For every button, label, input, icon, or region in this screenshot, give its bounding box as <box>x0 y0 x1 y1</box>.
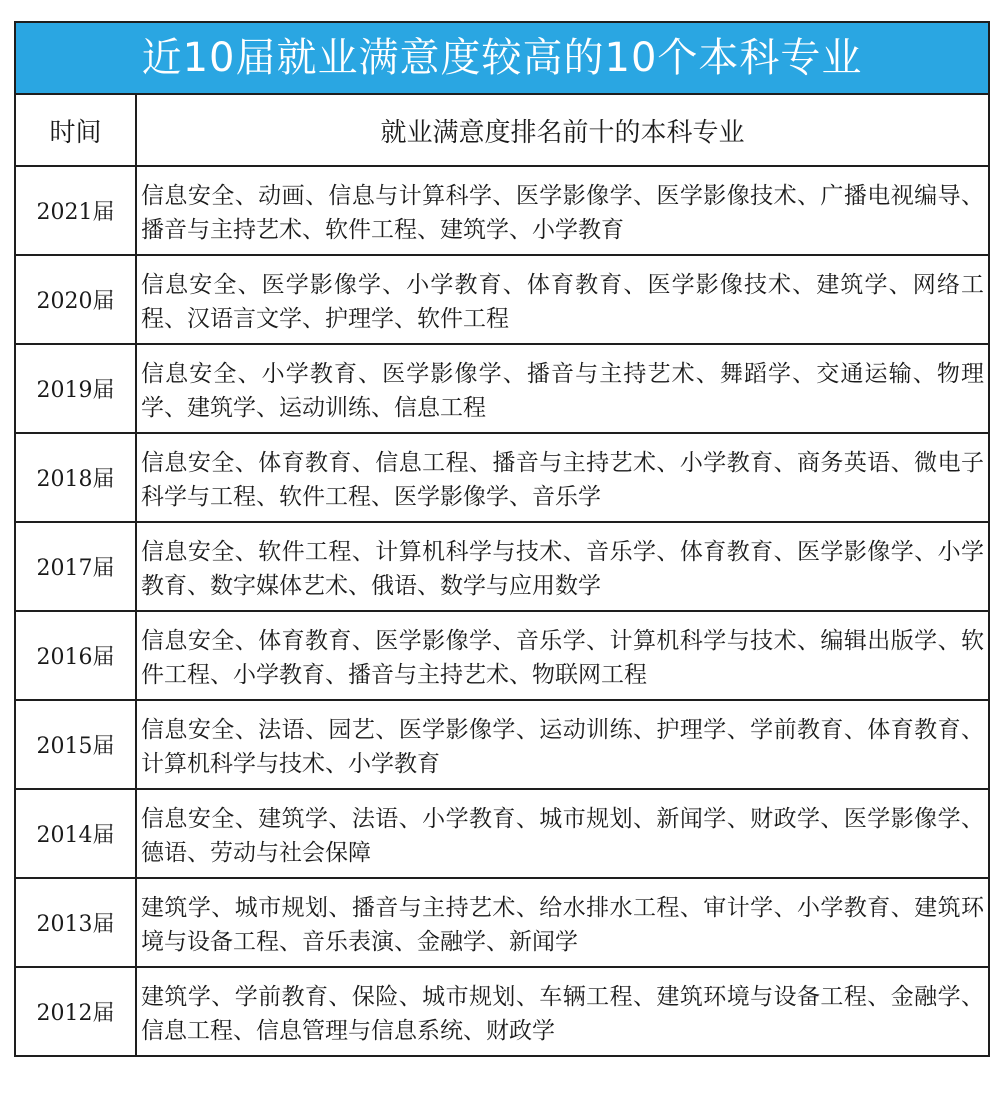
table-row <box>16 433 988 522</box>
table-row <box>16 967 988 1055</box>
majors-cell: 信息安全、动画、信息与计算科学、医学影像学、医学影像技术、广播电视编导、播音与主持艺术、软件工程、建筑学、小学教育 <box>136 166 988 255</box>
table-row <box>16 344 988 433</box>
majors-cell: 建筑学、城市规划、播音与主持艺术、给水排水工程、审计学、小学教育、建筑环境与设备工程、音乐表演、金融学、新闻学 <box>136 878 988 967</box>
majors-table-card <box>14 21 990 1057</box>
majors-cell: 信息安全、软件工程、计算机科学与技术、音乐学、体育教育、医学影像学、小学教育、数字媒体艺术、俄语、数学与应用数学 <box>136 522 988 611</box>
majors-cell: 信息安全、法语、园艺、医学影像学、运动训练、护理学、学前教育、体育教育、计算机科学与技术、小学教育 <box>136 700 988 789</box>
year-cell: 2012届 <box>16 967 136 1055</box>
year-cell: 2019届 <box>16 344 136 433</box>
table-row <box>16 789 988 878</box>
table-title: 近10届就业满意度较高的10个本科专业 <box>16 23 988 95</box>
year-cell: 2016届 <box>16 611 136 700</box>
table-row <box>16 700 988 789</box>
table-row <box>16 255 988 344</box>
majors-cell: 信息安全、体育教育、医学影像学、音乐学、计算机科学与技术、编辑出版学、软件工程、小学教育、播音与主持艺术、物联网工程 <box>136 611 988 700</box>
year-cell: 2020届 <box>16 255 136 344</box>
majors-cell: 建筑学、学前教育、保险、城市规划、车辆工程、建筑环境与设备工程、金融学、信息工程、信息管理与信息系统、财政学 <box>136 967 988 1055</box>
majors-cell: 信息安全、医学影像学、小学教育、体育教育、医学影像技术、建筑学、网络工程、汉语言文学、护理学、软件工程 <box>136 255 988 344</box>
table-row <box>16 166 988 255</box>
year-cell: 2014届 <box>16 789 136 878</box>
header-row <box>16 95 988 166</box>
year-cell: 2018届 <box>16 433 136 522</box>
majors-cell: 信息安全、建筑学、法语、小学教育、城市规划、新闻学、财政学、医学影像学、德语、劳动与社会保障 <box>136 789 988 878</box>
column-header-time: 时间 <box>16 95 136 166</box>
table-row <box>16 611 988 700</box>
majors-cell: 信息安全、体育教育、信息工程、播音与主持艺术、小学教育、商务英语、微电子科学与工程、软件工程、医学影像学、音乐学 <box>136 433 988 522</box>
column-header-majors: 就业满意度排名前十的本科专业 <box>136 95 988 166</box>
year-cell: 2021届 <box>16 166 136 255</box>
year-cell: 2015届 <box>16 700 136 789</box>
majors-cell: 信息安全、小学教育、医学影像学、播音与主持艺术、舞蹈学、交通运输、物理学、建筑学、运动训练、信息工程 <box>136 344 988 433</box>
majors-table <box>16 95 988 1055</box>
table-row <box>16 522 988 611</box>
table-row <box>16 878 988 967</box>
year-cell: 2017届 <box>16 522 136 611</box>
year-cell: 2013届 <box>16 878 136 967</box>
